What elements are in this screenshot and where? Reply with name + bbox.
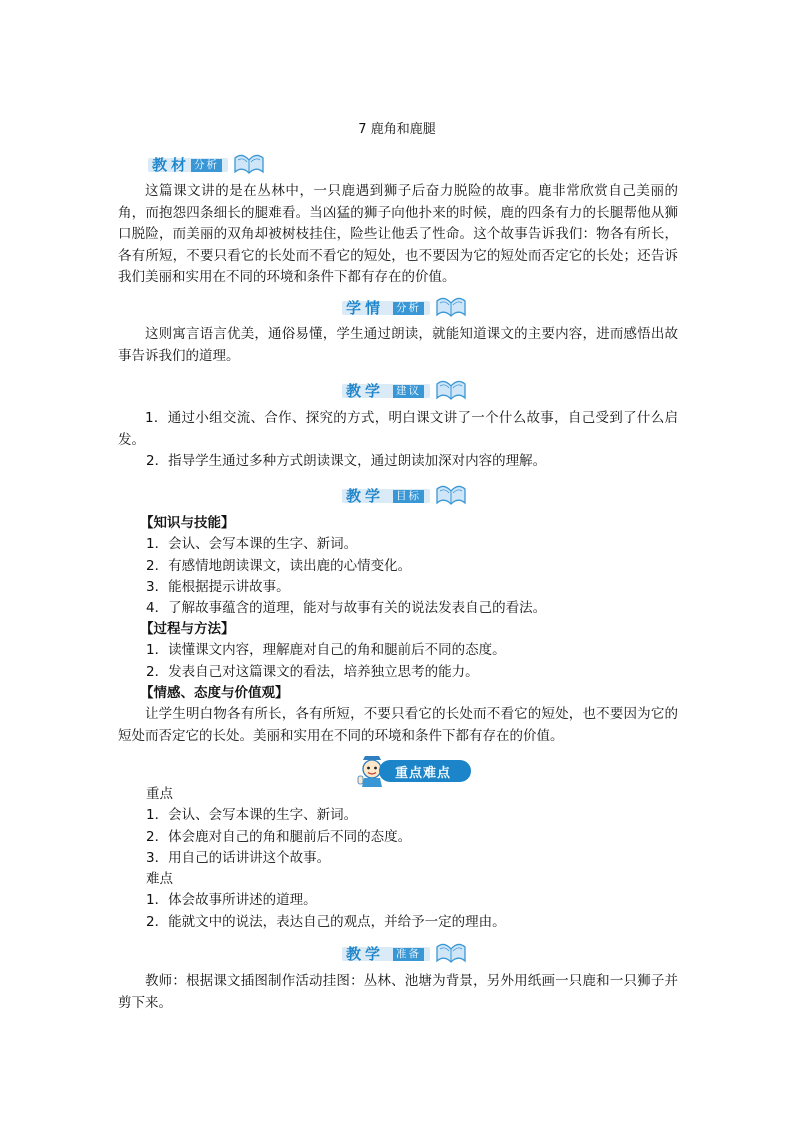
section-header-prep: [342, 943, 472, 965]
goals-emotion-paragraph: 让学生明白物各有所长，各有所短，不要只看它的长处而不看它的短处，也不要因为它的短处而否定它的长处。美丽和实用在不同的环境和条件下都有存在的价值。: [118, 706, 678, 744]
difficulty-item: 2．能就文中的说法，表达自己的观点，并给予一定的理由。: [146, 914, 506, 930]
goals-knowledge-item: 3．能根据提示讲故事。: [146, 579, 290, 595]
suggest-item-2: 2．指导学生通过多种方式朗读课文，通过朗读加深对内容的理解。: [146, 453, 547, 469]
goals-knowledge-item: 2．有感情地朗读课文，读出鹿的心情变化。: [146, 558, 412, 574]
key-item: 2．体会鹿对自己的角和腿前后不同的态度。: [146, 829, 412, 845]
open-book-icon: [232, 148, 266, 176]
keypoints-label: 重点难点: [395, 766, 452, 781]
open-book-icon: [434, 479, 468, 507]
section-header-keypoints: [355, 754, 473, 788]
section-tag: 分析: [191, 159, 222, 172]
goals-process-item: 1．读懂课文内容，理解鹿对自己的角和腿前后不同的态度。: [146, 642, 506, 658]
page-title: 7 鹿角和鹿腿: [358, 122, 436, 137]
section-title: 教学: [346, 945, 385, 963]
goals-knowledge-item: 1．会认、会写本课的生字、新词。: [146, 536, 358, 552]
suggest-item-1: 1．通过小组交流、合作、探究的方式，明白课文讲了一个什么故事，自己受到了什么启发。: [118, 410, 678, 448]
section-tag: 目标: [393, 490, 424, 503]
section-tag: 准备: [393, 948, 424, 961]
section-title: 教材: [152, 156, 191, 174]
section-header-goals: [342, 485, 472, 507]
goals-knowledge-item: 4．了解故事蕴含的道理，能对与故事有关的说法发表自己的看法。: [146, 600, 547, 616]
key-item: 1．会认、会写本课的生字、新词。: [146, 807, 358, 823]
section-header-suggest: [342, 380, 472, 402]
section-tag: 建议: [393, 385, 424, 398]
difficulty-item: 1．体会故事所讲述的道理。: [146, 892, 317, 908]
difficulty-heading: 难点: [146, 871, 173, 887]
goals-emotion-heading: 【情感、态度与价值观】: [140, 685, 289, 701]
section-header-analysis: [148, 154, 268, 176]
goals-knowledge-heading: 【知识与技能】: [140, 515, 235, 531]
section-title: 教学: [346, 382, 385, 400]
open-book-icon: [434, 291, 468, 319]
prep-paragraph: 教师：根据课文插图制作活动挂图：丛林、池塘为背景，另外用纸画一只鹿和一只狮子并剪下来。: [118, 973, 678, 1011]
goals-process-heading: 【过程与方法】: [140, 621, 235, 637]
analysis-paragraph: 这篇课文讲的是在丛林中，一只鹿遇到狮子后奋力脱险的故事。鹿非常欣赏自己美丽的角，而抱怨四条细长的腿难看。当凶猛的狮子向他扑来的时候，鹿的四条有力的长腿帮他从狮口脱险，而美丽的双角却被树枝挂住，险些让他丢了性命。这个故事告诉我们：物各有所长，各有所短，不要只看它的长处而不看它的短处，也不要因为它的短处而否定它的长处；还告诉我们美丽和实用在不同的环境和条件下都有存在的价值。: [118, 183, 678, 285]
open-book-icon: [434, 937, 468, 965]
section-tag: 分析: [393, 302, 424, 315]
section-header-learner: [342, 297, 472, 319]
goals-process-item: 2．发表自己对这篇课文的看法，培养独立思考的能力。: [146, 664, 479, 680]
section-title: 学情: [346, 299, 385, 317]
open-book-icon: [434, 374, 468, 402]
key-heading: 重点: [146, 786, 173, 802]
section-title: 教学: [346, 487, 385, 505]
learner-paragraph: 这则寓言语言优美，通俗易懂，学生通过朗读，就能知道课文的主要内容，进而感悟出故事告诉我们的道理。: [118, 326, 678, 364]
key-item: 3．用自己的话讲讲这个故事。: [146, 850, 331, 866]
